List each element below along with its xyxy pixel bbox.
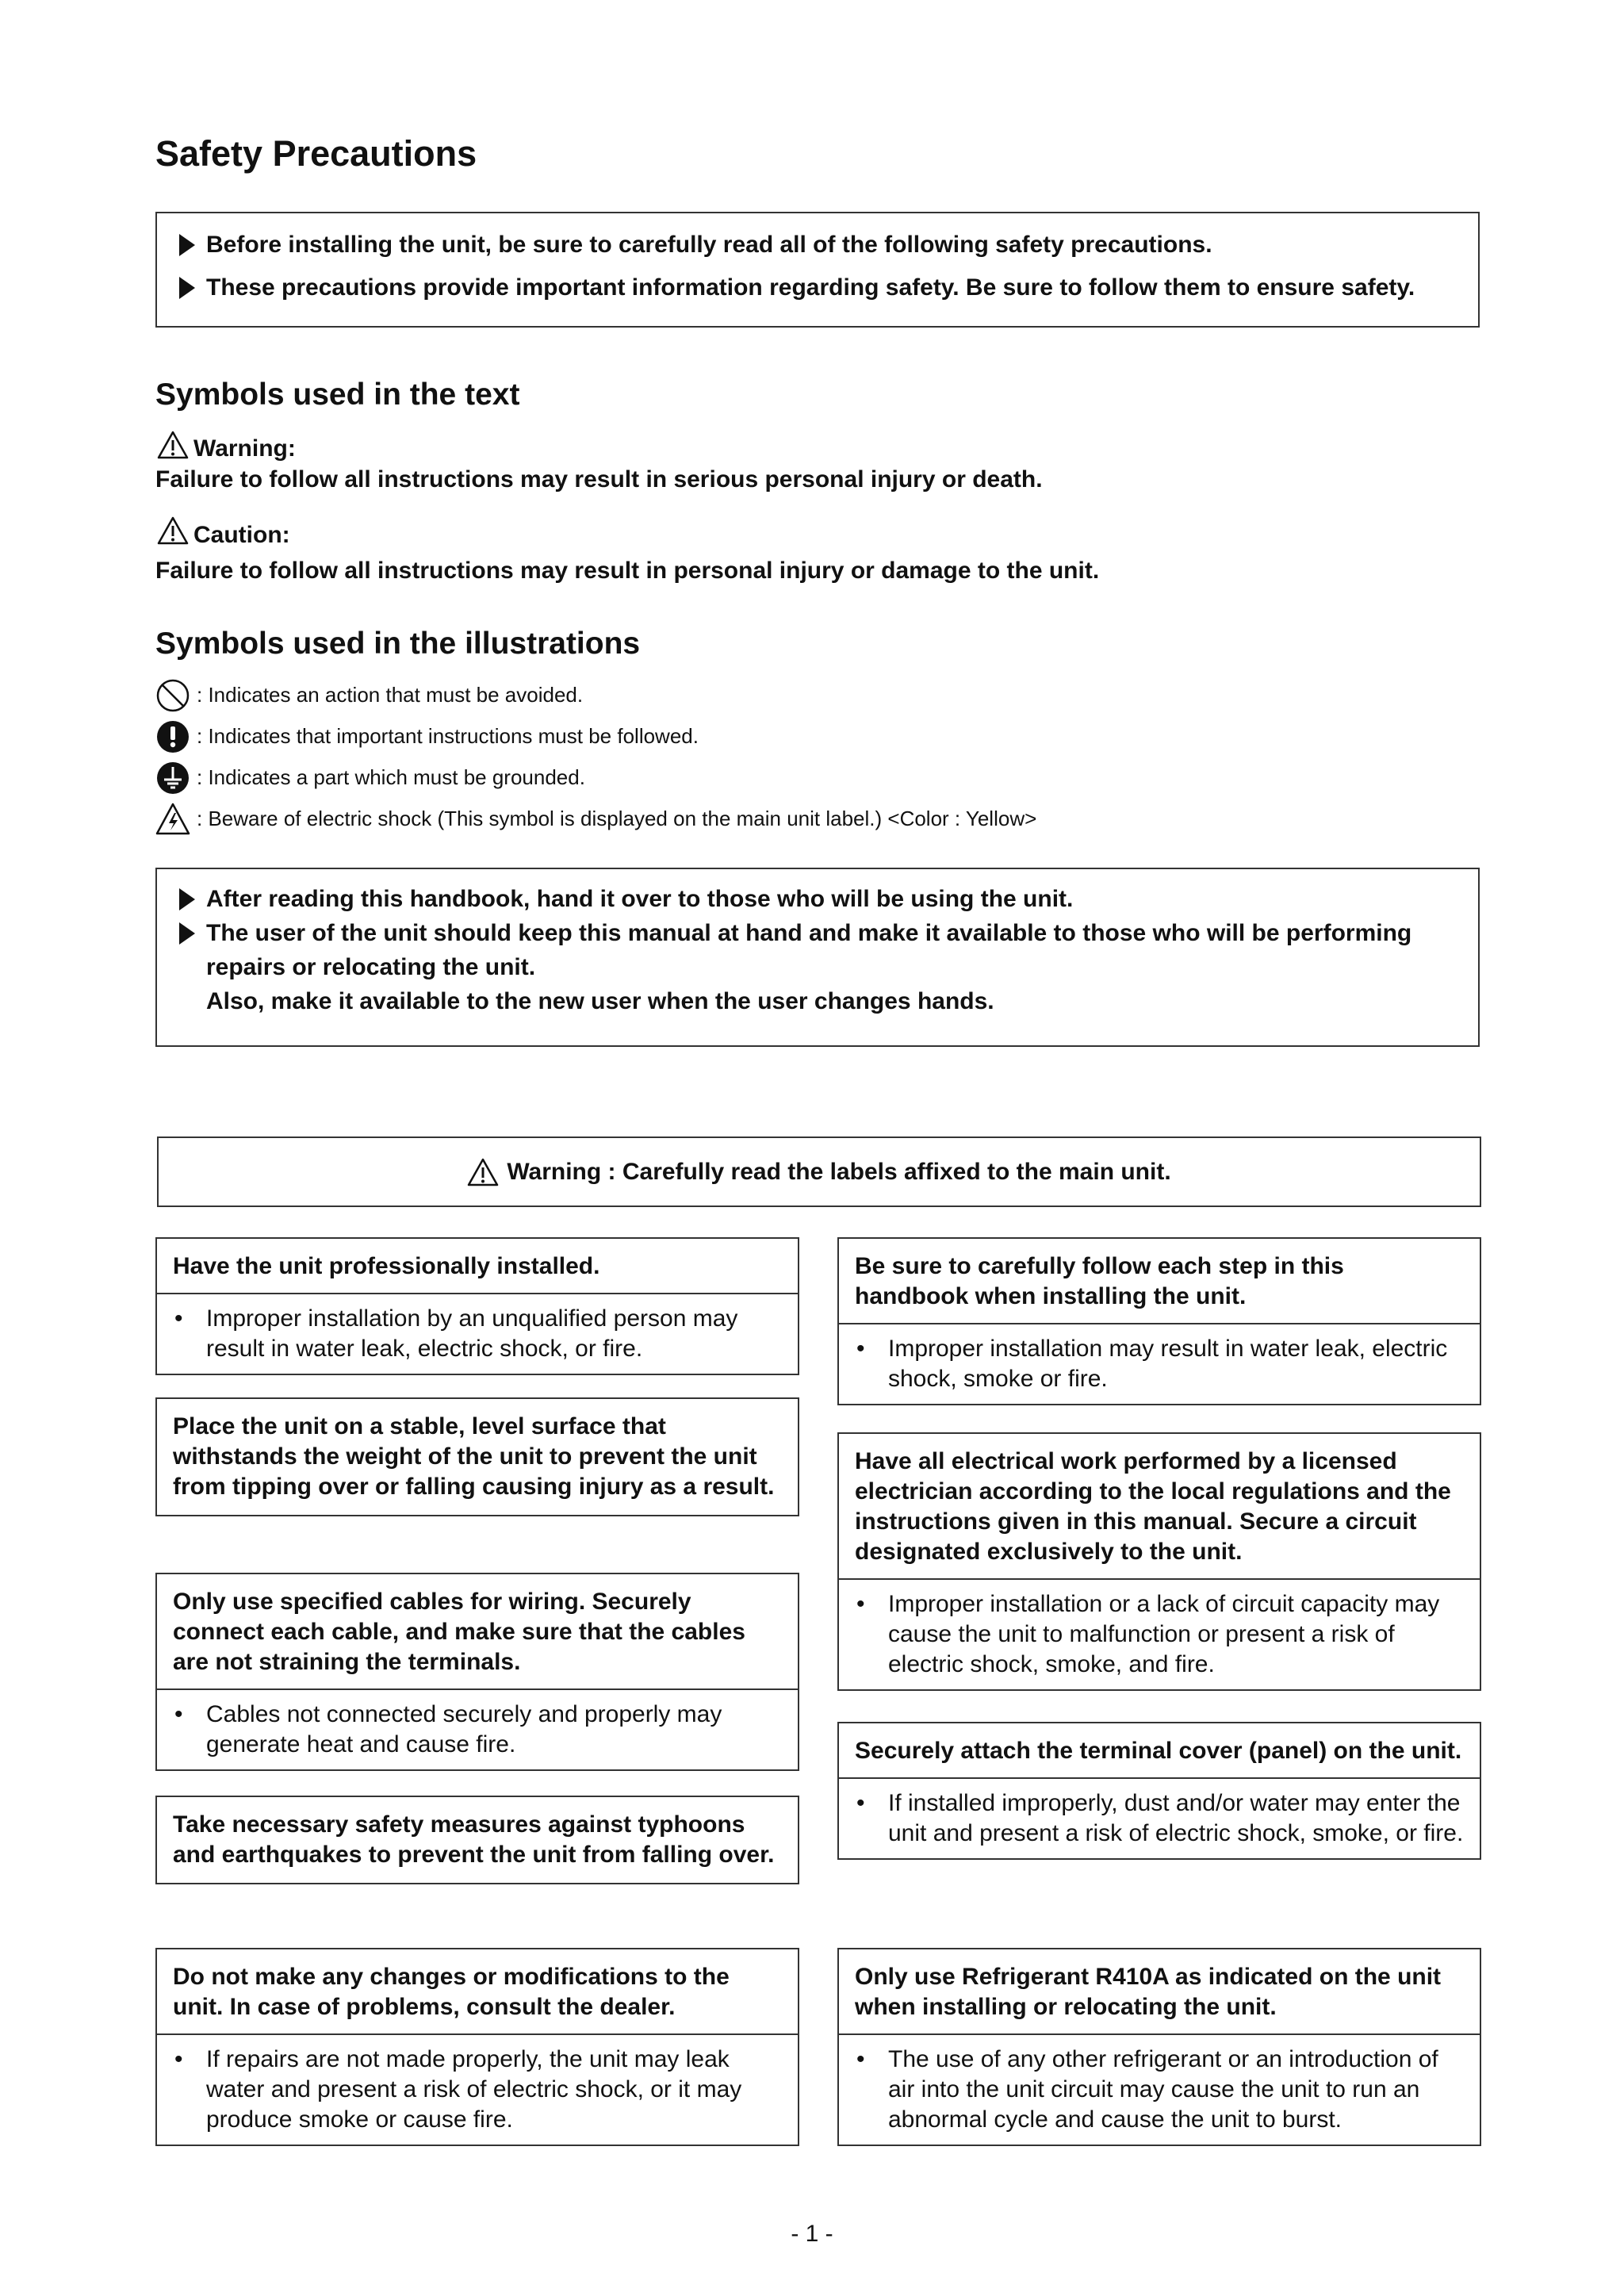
card-body <box>839 1777 1480 1858</box>
symbols-text-heading: Symbols used in the text <box>155 378 520 412</box>
caution-label: Caution: <box>193 522 290 548</box>
page-number: - 1 - <box>791 2221 833 2247</box>
intro-box <box>155 212 1480 328</box>
card-body <box>839 1578 1480 1689</box>
bullet-dot: • <box>856 1591 865 1617</box>
card-body-text: Improper installation may result in water leak, electric shock, smoke or fire. <box>888 1336 1448 1392</box>
handbook-note-1: After reading this handbook, hand it over to those who will be using the unit. <box>206 886 1074 912</box>
card-body <box>839 2033 1480 2145</box>
card-heading: Do not make any changes or modifications to the unit. In case of problems, consult the dealer. <box>173 1964 730 2020</box>
bullet-dot: • <box>856 2046 865 2072</box>
symbol-text-electric-shock: : Beware of electric shock (This symbol is displayed on the main unit label.) <Color : Yellow> <box>197 807 1037 830</box>
handbook-notes-box <box>155 868 1480 1047</box>
intro-line-2: These precautions provide important information regarding safety. Be sure to follow them to ensure safety. <box>206 274 1415 301</box>
caution-triangle-icon <box>157 516 189 545</box>
intro-line-1: Before installing the unit, be sure to carefully read all of the following safety precautions. <box>206 232 1212 258</box>
bullet-dot: • <box>856 1790 865 1816</box>
handbook-note-3: Also, make it available to the new user when the user changes hands. <box>206 988 994 1014</box>
warning-banner <box>157 1137 1481 1207</box>
prohibited-icon <box>155 678 190 713</box>
bullet-dot: • <box>856 1336 865 1362</box>
warning-banner-text: Warning : Carefully read the labels affixed to the main unit. <box>507 1158 1171 1185</box>
bullet-dot: • <box>174 1305 183 1332</box>
symbols-illustrations-heading: Symbols used in the illustrations <box>155 627 641 661</box>
card-professional-install <box>155 1237 799 1375</box>
card-heading: Have the unit professionally installed. <box>173 1253 600 1279</box>
page-title: Safety Precautions <box>155 133 477 174</box>
card-body-text: The use of any other refrigerant or an introduction of air into the unit circuit may cause the unit to run an abnormal cycle and cause the unit to burst. <box>888 2046 1438 2133</box>
mandatory-icon <box>155 719 190 754</box>
card-body <box>157 1688 798 1769</box>
symbol-text-ground: : Indicates a part which must be grounded. <box>197 765 585 789</box>
handbook-note-2b: repairs or relocating the unit. <box>206 954 536 980</box>
card-body <box>157 2033 798 2145</box>
bullet-dot: • <box>174 2046 183 2072</box>
warning-triangle-icon <box>467 1158 499 1186</box>
arrow-bullet-icon <box>179 277 195 299</box>
card-body-text: If installed improperly, dust and/or water may enter the unit and present a risk of electric shock, smoke, or fire. <box>888 1790 1464 1846</box>
card-refrigerant <box>837 1948 1481 2146</box>
symbol-text-mandatory: : Indicates that important instructions must be followed. <box>197 724 699 748</box>
card-body-text: If repairs are not made properly, the unit may leak water and present a risk of electric shock, or it may produce smoke or cause fire. <box>206 2046 742 2133</box>
arrow-bullet-icon <box>179 888 195 910</box>
symbol-text-prohibited: : Indicates an action that must be avoided. <box>197 683 584 707</box>
card-terminal-cover <box>837 1722 1481 1860</box>
card-specified-cables <box>155 1573 799 1771</box>
card-heading: Place the unit on a stable, level surface that withstands the weight of the unit to prevent the unit from tipping over or falling causing injury as a result. <box>173 1413 775 1500</box>
card-heading: Only use Refrigerant R410A as indicated on the unit when installing or relocating the unit. <box>855 1964 1442 2020</box>
card-body-text: Improper installation by an unqualified person may result in water leak, electric shock, or fire. <box>206 1305 738 1362</box>
caution-description: Failure to follow all instructions may result in personal injury or damage to the unit. <box>155 558 1100 584</box>
electric-shock-icon <box>155 802 190 837</box>
handbook-note-2a: The user of the unit should keep this manual at hand and make it available to those who will be performing <box>206 920 1412 946</box>
ground-icon <box>155 761 190 795</box>
card-follow-steps <box>837 1237 1481 1405</box>
card-heading: Only use specified cables for wiring. Securely connect each cable, and make sure that the cables are not straining the terminals. <box>173 1589 745 1675</box>
card-body <box>839 1323 1480 1404</box>
card-body-text: Cables not connected securely and properly may generate heat and cause fire. <box>206 1701 722 1757</box>
card-no-modifications <box>155 1948 799 2146</box>
warning-description: Failure to follow all instructions may result in serious personal injury or death. <box>155 466 1043 493</box>
arrow-bullet-icon <box>179 922 195 945</box>
card-heading: Securely attach the terminal cover (panel) on the unit. <box>855 1738 1462 1764</box>
card-heading: Have all electrical work performed by a licensed electrician according to the local regulations and the instructions given in this manual. Secure a circuit designated exclusively to the unit. <box>855 1448 1451 1565</box>
card-electrical-work <box>837 1432 1481 1691</box>
warning-triangle-icon <box>157 431 189 459</box>
card-body <box>157 1293 798 1374</box>
warning-label: Warning: <box>193 435 296 462</box>
arrow-bullet-icon <box>179 234 195 256</box>
card-stable-surface <box>155 1397 799 1516</box>
card-typhoons-earthquakes <box>155 1796 799 1884</box>
card-body-text: Improper installation or a lack of circuit capacity may cause the unit to malfunction or present a risk of electric shock, smoke, and fire. <box>888 1591 1440 1677</box>
card-heading: Be sure to carefully follow each step in this handbook when installing the unit. <box>855 1253 1344 1309</box>
bullet-dot: • <box>174 1701 183 1727</box>
card-heading: Take necessary safety measures against typhoons and earthquakes to prevent the unit from falling over. <box>173 1811 775 1868</box>
